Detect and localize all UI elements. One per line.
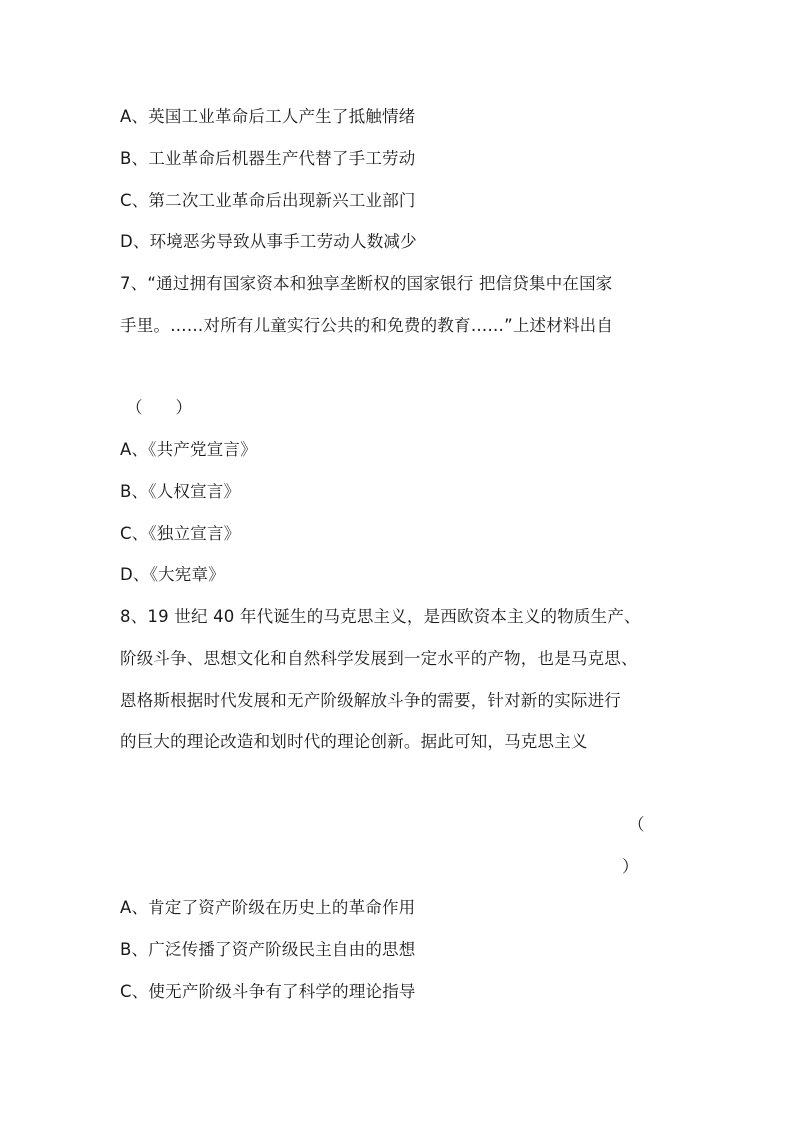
q8-stem-line-2: 阶级斗争、思想文化和自然科学发展到一定水平的产物，也是马克思、 bbox=[120, 649, 638, 668]
q7-option-d: D、《大宪章》 bbox=[120, 565, 225, 584]
q8-stem-line-3: 恩格斯根据时代发展和无产阶级解放斗争的需要，针对新的实际进行 bbox=[120, 691, 621, 710]
q7-answer-bracket: （ ） bbox=[126, 398, 192, 417]
q6-option-d: D、环境恶劣导致从事手工劳动人数减少 bbox=[120, 232, 417, 251]
q7-option-c: C、《独立宣言》 bbox=[120, 524, 241, 543]
q8-stem-line-4: 的巨大的理论改造和划时代的理论创新。据此可知，马克思主义 bbox=[120, 732, 588, 751]
q7-stem-line-2: 手里。……对所有儿童实行公共的和免费的教育……”上述材料出自 bbox=[120, 316, 614, 335]
q8-answer-bracket-open: （ bbox=[628, 815, 645, 834]
q8-stem-line-1: 8、19 世纪 40 年代诞生的马克思主义，是西欧资本主义的物质生产、 bbox=[120, 607, 641, 626]
q8-answer-bracket-close: ） bbox=[622, 857, 639, 876]
q7-option-b: B、《人权宣言》 bbox=[120, 482, 241, 501]
q6-option-b: B、工业革命后机器生产代替了手工劳动 bbox=[120, 149, 416, 168]
q7-option-a: A、《共产党宣言》 bbox=[120, 440, 257, 459]
q8-option-c: C、使无产阶级斗争有了科学的理论指导 bbox=[120, 982, 416, 1001]
q7-stem-line-1: 7、“通过拥有国家资本和独享垄断权的国家银行 把信贷集中在国家 bbox=[120, 274, 613, 293]
q6-option-c: C、第二次工业革命后出现新兴工业部门 bbox=[120, 191, 416, 210]
q6-option-a: A、英国工业革命后工人产生了抵触情绪 bbox=[120, 107, 416, 126]
q8-option-a: A、肯定了资产阶级在历史上的革命作用 bbox=[120, 898, 416, 917]
q8-option-b: B、广泛传播了资产阶级民主自由的思想 bbox=[120, 940, 416, 959]
